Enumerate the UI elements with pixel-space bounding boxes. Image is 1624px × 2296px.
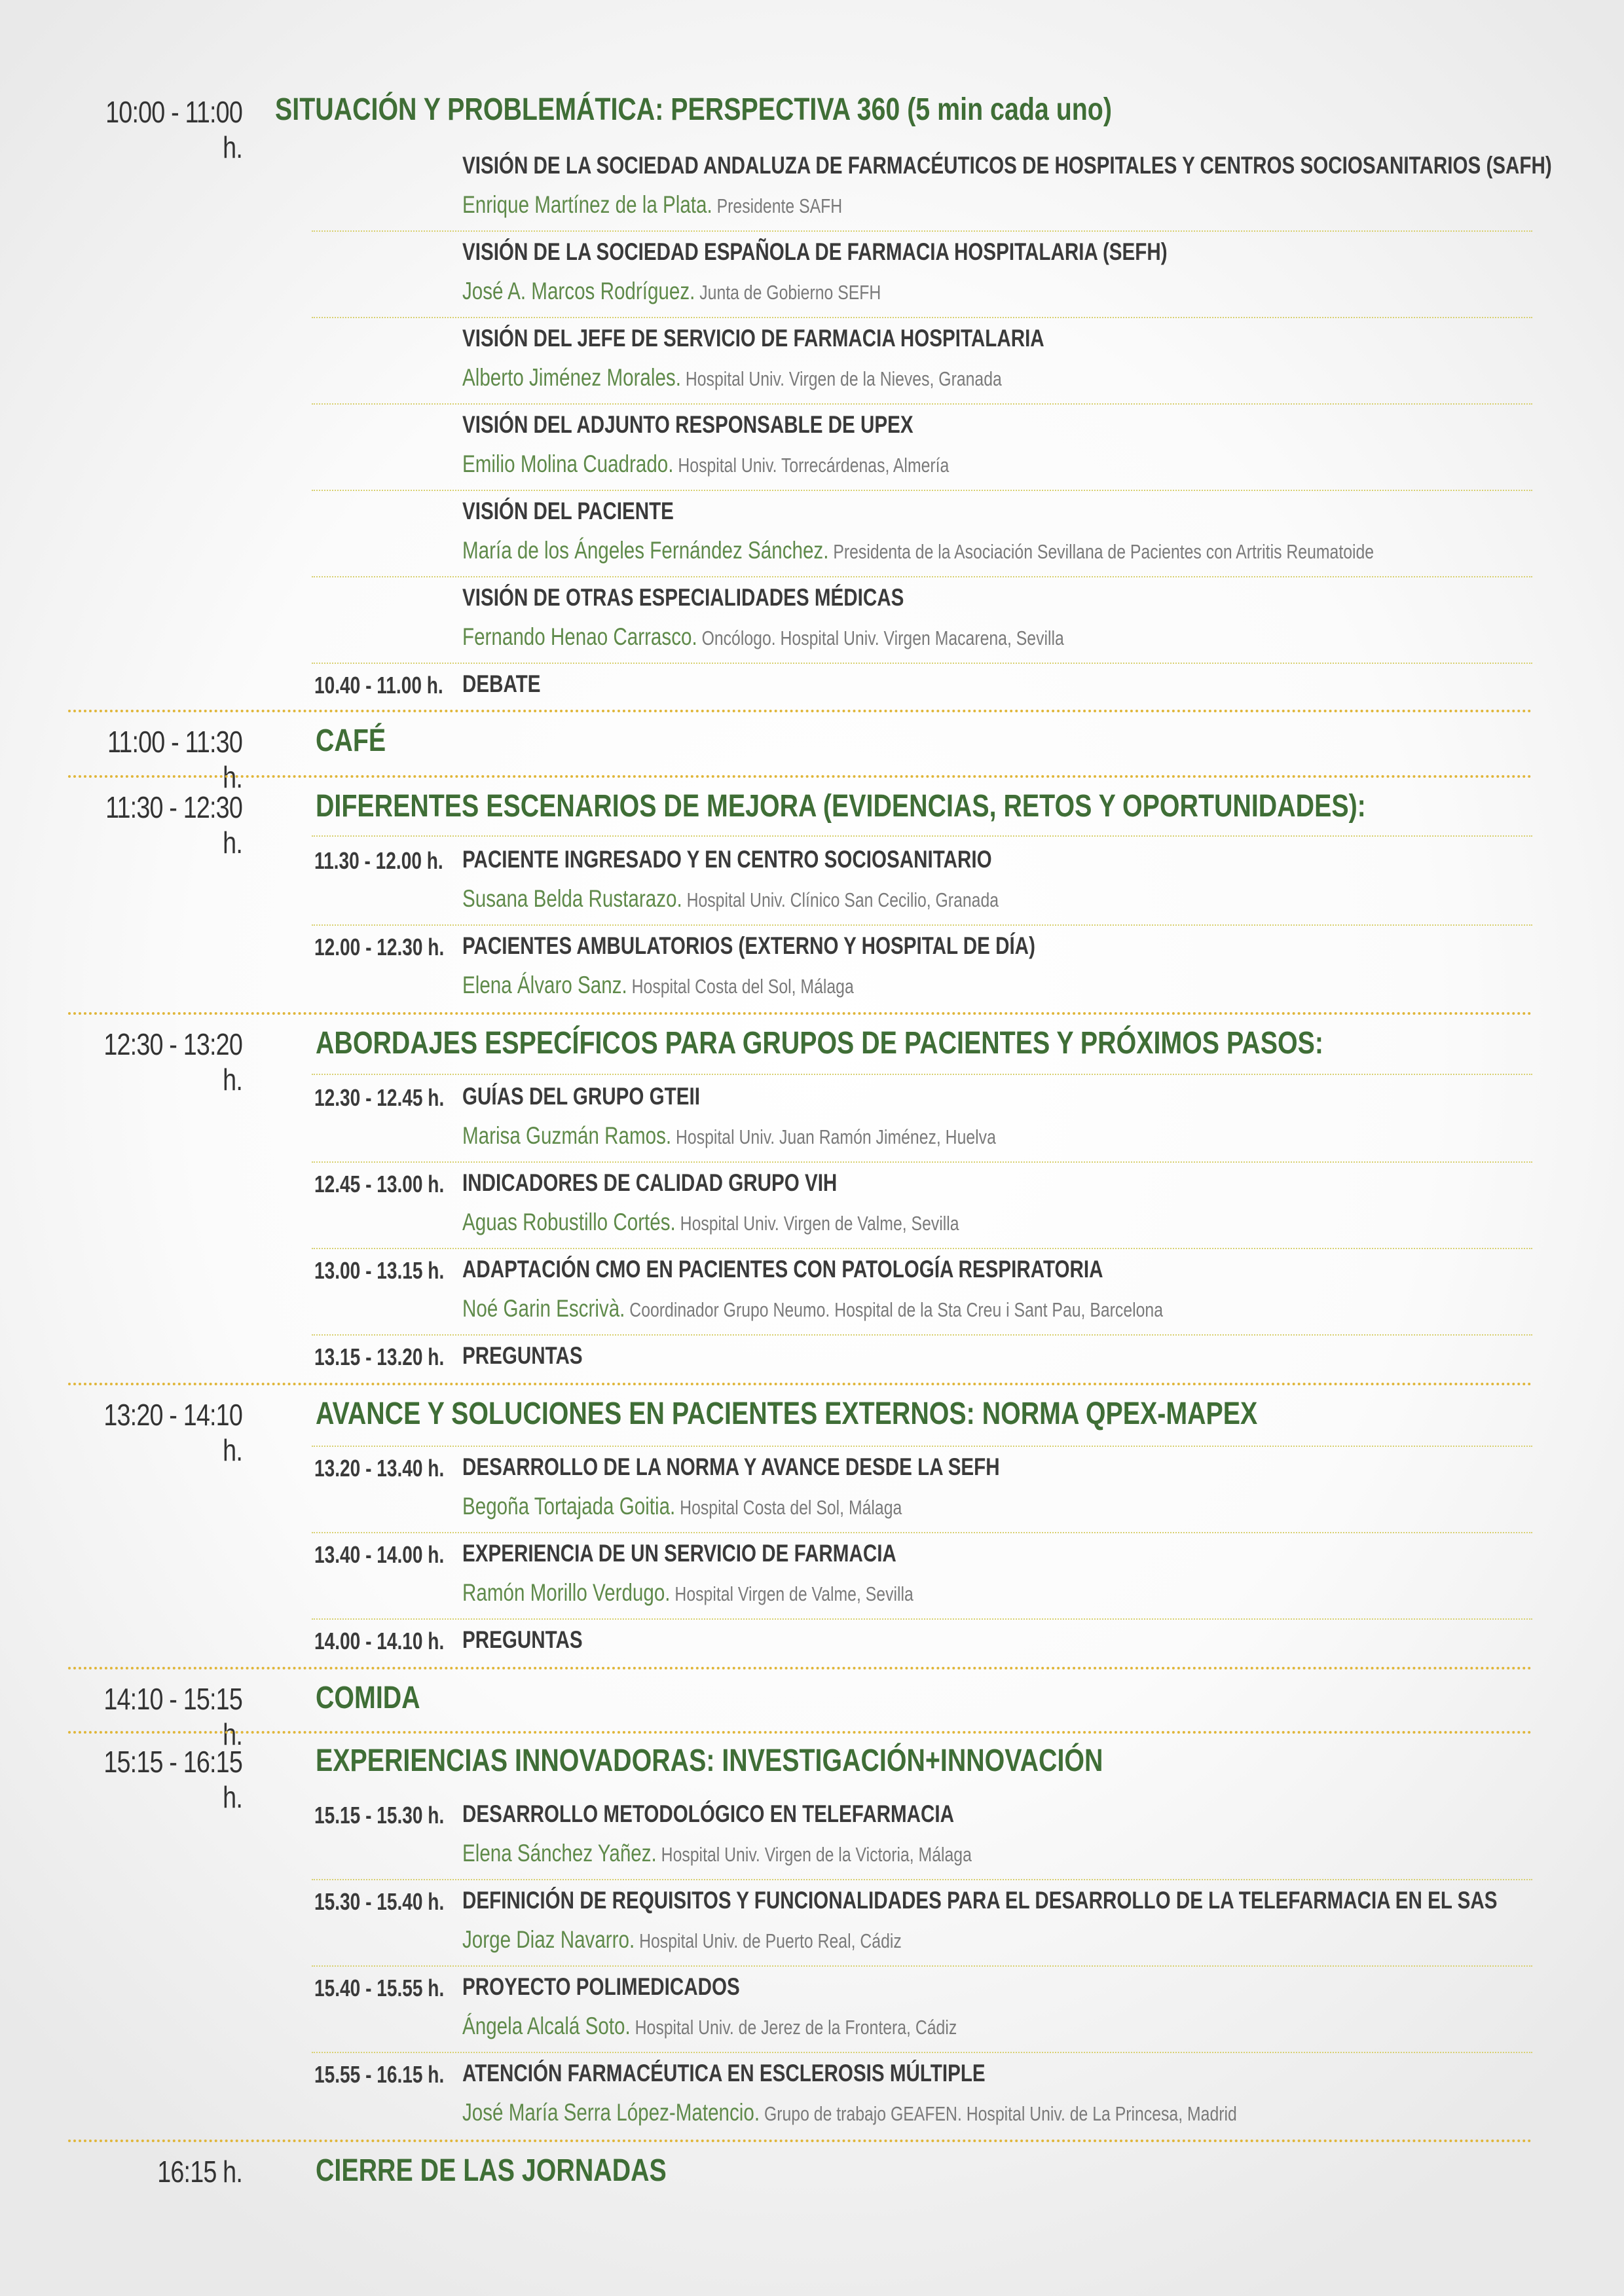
item-time: 11.30 - 12.00 h. <box>314 847 443 874</box>
item-time: 15.55 - 16.15 h. <box>314 2061 445 2088</box>
item-title: ATENCIÓN FARMACÉUTICA EN ESCLEROSIS MÚLTIPLE <box>462 2060 986 2086</box>
item-speaker <box>462 623 1064 651</box>
item-speaker <box>462 1840 972 1867</box>
session-divider <box>68 710 1532 712</box>
item-time: 15.15 - 15.30 h. <box>314 1802 445 1829</box>
item-time: 14.00 - 14.10 h. <box>314 1628 445 1654</box>
item-divider <box>312 924 1532 926</box>
item-speaker <box>462 1295 1163 1322</box>
speaker-name: Ángela Alcalá Soto. <box>462 2013 631 2039</box>
item-title: PREGUNTAS <box>462 1626 583 1653</box>
item-divider <box>312 317 1532 318</box>
item-title: ADAPTACIÓN CMO EN PACIENTES CON PATOLOGÍA RESPIRATORIA <box>462 1256 1103 1283</box>
speaker-name: Marisa Guzmán Ramos. <box>462 1122 672 1149</box>
speaker-affiliation: Hospital Univ. Juan Ramón Jiménez, Huelva <box>671 1125 996 1148</box>
speaker-affiliation: Oncólogo. Hospital Univ. Virgen Macarena, Sevilla <box>697 627 1064 649</box>
speaker-name: Emilio Molina Cuadrado. <box>462 450 674 477</box>
session-divider <box>68 1383 1532 1385</box>
item-title: PACIENTE INGRESADO Y EN CENTRO SOCIOSANITARIO <box>462 846 992 873</box>
item-title: DESARROLLO DE LA NORMA Y AVANCE DESDE LA SEFH <box>462 1453 1000 1480</box>
item-divider <box>312 403 1532 405</box>
item-title: PREGUNTAS <box>462 1342 583 1369</box>
item-title: DESARROLLO METODOLÓGICO EN TELEFARMACIA <box>462 1800 954 1827</box>
speaker-affiliation: Hospital Univ. Clínico San Cecilio, Granada <box>682 888 999 911</box>
session-title: EXPERIENCIAS INNOVADORAS: INVESTIGACIÓN+INNOVACIÓN <box>316 1743 1103 1778</box>
item-speaker <box>462 1209 959 1236</box>
item-time: 13.15 - 13.20 h. <box>314 1343 445 1370</box>
item-speaker <box>462 885 999 913</box>
speaker-name: Susana Belda Rustarazo. <box>462 885 682 912</box>
item-divider <box>312 230 1532 232</box>
item-divider <box>312 1446 1532 1447</box>
session-time: 12:30 - 13:20 h. <box>103 1027 242 1097</box>
session-time: 11:00 - 11:30 h. <box>107 725 242 794</box>
item-title: VISIÓN DE OTRAS ESPECIALIDADES MÉDICAS <box>462 584 904 611</box>
item-time: 15.40 - 15.55 h. <box>314 1975 445 2001</box>
speaker-name: Alberto Jiménez Morales. <box>462 364 681 391</box>
speaker-name: José A. Marcos Rodríguez. <box>462 278 695 304</box>
speaker-name: Ramón Morillo Verdugo. <box>462 1579 671 1606</box>
item-speaker <box>462 2099 1237 2126</box>
item-time: 13.40 - 14.00 h. <box>314 1541 445 1568</box>
speaker-name: Begoña Tortajada Goitia. <box>462 1493 676 1520</box>
speaker-affiliation: Presidente SAFH <box>712 194 843 217</box>
item-time: 10.40 - 11.00 h. <box>314 672 443 699</box>
speaker-affiliation: Hospital Costa del Sol, Málaga <box>675 1496 902 1519</box>
item-speaker <box>462 1493 902 1520</box>
item-speaker <box>462 537 1374 564</box>
speaker-affiliation: Hospital Univ. de Jerez de la Frontera, Cádiz <box>630 2016 957 2039</box>
session-divider <box>68 2140 1532 2142</box>
item-time: 13.00 - 13.15 h. <box>314 1257 445 1284</box>
item-title: VISIÓN DEL PACIENTE <box>462 498 674 524</box>
item-divider <box>312 1334 1532 1336</box>
item-speaker <box>462 1122 996 1150</box>
item-divider <box>312 1161 1532 1163</box>
speaker-affiliation: Hospital Univ. Virgen de la Victoria, Málaga <box>656 1843 972 1866</box>
speaker-name: María de los Ángeles Fernández Sánchez. <box>462 537 829 564</box>
item-speaker <box>462 1579 913 1607</box>
session-title: SITUACIÓN Y PROBLEMÁTICA: PERSPECTIVA 360 (5 min cada uno) <box>275 92 1112 127</box>
item-speaker <box>462 364 1002 392</box>
item-speaker <box>462 2013 957 2040</box>
session-divider <box>68 1012 1532 1015</box>
item-divider <box>312 1618 1532 1620</box>
speaker-affiliation: Hospital Univ. Virgen de Valme, Sevilla <box>675 1212 959 1235</box>
speaker-name: Enrique Martínez de la Plata. <box>462 191 712 218</box>
item-divider <box>312 835 1532 837</box>
session-title: CAFÉ <box>316 723 386 758</box>
item-time: 12.30 - 12.45 h. <box>314 1084 445 1111</box>
session-time: 11:30 - 12:30 h. <box>105 790 242 860</box>
item-speaker <box>462 1926 902 1954</box>
session-title: AVANCE Y SOLUCIONES EN PACIENTES EXTERNOS: NORMA QPEX-MAPEX <box>316 1396 1258 1431</box>
item-speaker <box>462 191 842 219</box>
item-title: GUÍAS DEL GRUPO GTEII <box>462 1083 700 1110</box>
session-divider <box>68 1731 1532 1734</box>
session-title: CIERRE DE LAS JORNADAS <box>316 2153 667 2188</box>
item-title: VISIÓN DEL JEFE DE SERVICIO DE FARMACIA HOSPITALARIA <box>462 325 1044 352</box>
item-divider <box>312 1965 1532 1967</box>
session-title: COMIDA <box>316 1681 420 1715</box>
speaker-name: José María Serra López-Matencio. <box>462 2099 760 2126</box>
item-speaker <box>462 972 854 999</box>
item-time: 13.20 - 13.40 h. <box>314 1455 445 1482</box>
speaker-name: Aguas Robustillo Cortés. <box>462 1209 676 1235</box>
session-time: 15:15 - 16:15 h. <box>103 1745 242 1814</box>
speaker-affiliation: Grupo de trabajo GEAFEN. Hospital Univ. de La Princesa, Madrid <box>760 2102 1237 2125</box>
item-title: PACIENTES AMBULATORIOS (EXTERNO Y HOSPITAL DE DÍA) <box>462 932 1035 959</box>
item-title: DEBATE <box>462 670 541 697</box>
session-divider <box>68 1667 1532 1669</box>
session-title: ABORDAJES ESPECÍFICOS PARA GRUPOS DE PACIENTES Y PRÓXIMOS PASOS: <box>316 1026 1323 1061</box>
speaker-affiliation: Hospital Virgen de Valme, Sevilla <box>670 1582 913 1605</box>
session-time: 16:15 h. <box>157 2155 242 2189</box>
item-speaker <box>462 278 881 305</box>
item-time: 15.30 - 15.40 h. <box>314 1888 445 1915</box>
speaker-name: Jorge Diaz Navarro. <box>462 1926 635 1953</box>
speaker-affiliation: Hospital Univ. de Puerto Real, Cádiz <box>635 1929 902 1952</box>
item-title: INDICADORES DE CALIDAD GRUPO VIH <box>462 1169 838 1196</box>
item-divider <box>312 663 1532 664</box>
speaker-name: Elena Sánchez Yañez. <box>462 1840 657 1867</box>
speaker-name: Fernando Henao Carrasco. <box>462 623 697 650</box>
item-title: PROYECTO POLIMEDICADOS <box>462 1973 740 2000</box>
item-time: 12.00 - 12.30 h. <box>314 934 445 960</box>
item-divider <box>312 1248 1532 1249</box>
speaker-name: Noé Garin Escrivà. <box>462 1295 625 1322</box>
item-title: VISIÓN DE LA SOCIEDAD ESPAÑOLA DE FARMACIA HOSPITALARIA (SEFH) <box>462 238 1168 265</box>
session-time: 14:10 - 15:15 h. <box>103 1682 242 1751</box>
speaker-affiliation: Hospital Costa del Sol, Málaga <box>627 975 854 998</box>
session-title: DIFERENTES ESCENARIOS DE MEJORA (EVIDENCIAS, RETOS Y OPORTUNIDADES): <box>316 789 1366 824</box>
speaker-affiliation: Coordinador Grupo Neumo. Hospital de la Sta Creu i Sant Pau, Barcelona <box>625 1298 1164 1321</box>
item-speaker <box>462 450 949 478</box>
item-divider <box>312 1074 1532 1075</box>
item-time: 12.45 - 13.00 h. <box>314 1171 445 1197</box>
speaker-affiliation: Hospital Univ. Torrecárdenas, Almería <box>673 454 950 477</box>
item-title: DEFINICIÓN DE REQUISITOS Y FUNCIONALIDADES PARA EL DESARROLLO DE LA TELEFARMACIA EN EL SAS <box>462 1887 1498 1914</box>
speaker-name: Elena Álvaro Sanz. <box>462 972 627 998</box>
session-time: 13:20 - 14:10 h. <box>103 1398 242 1467</box>
item-divider <box>312 576 1532 577</box>
item-title: VISIÓN DEL ADJUNTO RESPONSABLE DE UPEX <box>462 411 913 438</box>
speaker-affiliation: Presidenta de la Asociación Sevillana de Pacientes con Artritis Reumatoide <box>828 540 1375 563</box>
speaker-affiliation: Junta de Gobierno SEFH <box>695 281 881 304</box>
session-divider <box>68 775 1532 778</box>
speaker-affiliation: Hospital Univ. Virgen de la Nieves, Granada <box>680 367 1002 390</box>
session-time: 10:00 - 11:00 h. <box>105 95 242 164</box>
item-divider <box>312 2052 1532 2053</box>
item-divider <box>312 1879 1532 1880</box>
item-divider <box>312 490 1532 491</box>
item-divider <box>312 1532 1532 1533</box>
item-title: EXPERIENCIA DE UN SERVICIO DE FARMACIA <box>462 1540 896 1567</box>
item-title: VISIÓN DE LA SOCIEDAD ANDALUZA DE FARMACÉUTICOS DE HOSPITALES Y CENTROS SOCIOSANITARIOS (SAFH) <box>462 152 1552 179</box>
